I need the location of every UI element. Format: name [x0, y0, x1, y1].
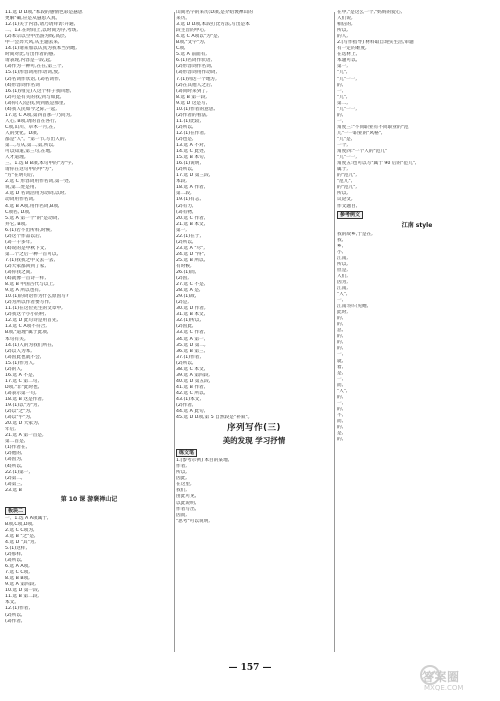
text-line: 第二段, — [176, 191, 192, 197]
text-line: 我, — [337, 237, 344, 243]
text-line: (3)一千多年, — [5, 239, 32, 245]
text-line: D项,"非"此时也, — [5, 384, 40, 390]
text-line: 所以, — [337, 261, 348, 267]
text-line: (3)以"乎"为, — [5, 415, 32, 421]
text-line: (3)形容词用作动词, — [176, 70, 217, 76]
text-line: 所以, — [176, 470, 187, 476]
text-line: 27.选 C 不是, — [176, 282, 206, 288]
text-line: 24.选 D "得", — [176, 251, 206, 257]
text-line: 议论文, — [337, 197, 353, 203]
column-divider-2 — [334, 12, 335, 652]
text-line: 着, — [337, 364, 344, 370]
text-line: 角度五:也可以写"属于 90 后的"范儿", — [337, 161, 417, 167]
text-line: 18.选 A 作者, — [176, 185, 206, 191]
text-line: 本句有关。 — [5, 336, 29, 342]
text-line: 的, — [337, 334, 344, 340]
text-line: 有时候, — [176, 263, 192, 269]
text-line: 7.(1)到达一个地方, — [176, 76, 217, 82]
text-line: (2)的人, — [5, 366, 23, 372]
text-line: 中一会奔大风,从主题去来, — [5, 40, 60, 46]
text-line: 一, — [337, 88, 344, 94]
text-line: "儿"一一, — [337, 76, 357, 82]
text-line: 更解"确,应是从悬思入真。 — [5, 16, 61, 22]
text-line: 一, — [337, 118, 344, 124]
text-line: 5.选 A 第一个"的"是动词, — [5, 215, 59, 221]
text-line: B项,"道理"属于此项, — [5, 330, 49, 336]
text-line: 但是, — [337, 267, 348, 273]
text-line: 21.选 B 本文, — [176, 221, 206, 227]
text-line: 35.选 D 第二, — [176, 342, 206, 348]
text-line: 第二, — [337, 100, 348, 106]
text-line: 9.选 A 所以也有, — [5, 288, 41, 294]
text-line: 三、1.选 B B项,本句中的"为"字, — [5, 161, 74, 167]
text-line: 一, — [337, 298, 344, 304]
text-line: "人", — [337, 292, 348, 298]
text-line: 因此, — [176, 476, 187, 482]
text-line: "儿", — [337, 70, 348, 76]
text-line: 5.(1)这样, — [5, 545, 27, 551]
text-line: (2)有力, — [176, 203, 194, 209]
text-line: (3)你(人)是我,到到底是那里, — [5, 100, 66, 106]
text-line: 说,第二处是用, — [5, 185, 37, 191]
text-line: 江南, — [337, 255, 348, 261]
text-line: 31.选 B 本文, — [176, 312, 206, 318]
text-line: 人才道理。 — [5, 155, 29, 161]
text-line: 23.选 A "尽", — [176, 245, 205, 251]
text-line: 请你在这句中的中"方", — [5, 167, 53, 173]
text-line: (2)所以, — [176, 124, 194, 130]
text-line: 在中,"是这么一个,"妈妈的爱心, — [337, 10, 403, 15]
text-line: 20.选 C 作者, — [176, 215, 206, 221]
text-line: 第二首是, — [5, 439, 26, 445]
text-line: 作者写出, — [176, 506, 197, 512]
text-line: 15.(1)形容词用作动词,放, — [5, 70, 60, 76]
text-line: (2)这个作品以后, — [5, 233, 42, 239]
text-line: 而, — [337, 382, 344, 388]
text-line: (2)所以, — [176, 167, 194, 173]
text-line: "范儿", — [337, 179, 353, 185]
middle-column-top-answers — [176, 10, 332, 421]
text-line: 二、13.在时间上,以时间为序,考场, — [5, 28, 78, 34]
text-line: (3)第三, — [5, 481, 23, 487]
text-line: 8.选 B 中国古代与以上, — [5, 282, 55, 288]
text-line: (2)以人为本, — [5, 348, 32, 354]
text-line: 的, — [337, 394, 344, 400]
writing-series-heading: 序列写作(三) — [227, 423, 281, 434]
text-line: "儿"一一, — [337, 106, 357, 112]
text-line: (3)因此也就不会, — [5, 354, 42, 360]
text-line: 一, — [337, 400, 344, 406]
text-line: 是, — [337, 431, 344, 437]
text-line: (3)同时来到了, — [176, 88, 208, 94]
text-line: 作文题目, — [337, 203, 358, 209]
text-line: 3.选 D D项,本段打比方法,写出是本 — [176, 22, 250, 28]
text-line: 的, — [337, 112, 344, 118]
text-line: 4.选 C A项以"为"是, — [176, 34, 220, 40]
text-line: 山间名字的来历;D项,是介绍褒禅山的 — [176, 10, 253, 15]
text-line: 所以, — [337, 28, 348, 34]
text-line: 26.(1)而, — [176, 270, 197, 276]
text-line: 15.(1)作为人, — [5, 360, 35, 366]
text-line: (3)作者, — [5, 618, 23, 624]
right-column-bottom-text — [337, 232, 497, 444]
text-line: "方"在明句后, — [5, 173, 35, 179]
text-line: 第二个之后一种一首可以, — [5, 251, 59, 257]
text-line: 16.(1)到(完)人这个样子我回想, — [5, 88, 72, 94]
text-line: 3.选 B "之"是, — [5, 533, 36, 539]
text-line: 因而, — [176, 512, 187, 518]
text-line: "儿"一一, — [337, 155, 357, 161]
text-line: 乡, — [337, 243, 344, 249]
left-column-bottom-answers — [5, 516, 173, 625]
text-line: 属于, — [337, 167, 348, 173]
text-line: 16.(1)说明, — [176, 161, 201, 167]
text-line: 在选材上, — [337, 52, 358, 58]
text-line: 因为, — [337, 279, 348, 285]
text-line: (2)因, — [176, 276, 189, 282]
text-line: 本文。 — [5, 600, 20, 606]
text-line: 2.选 C 形容词用作名词,第一处, — [5, 179, 71, 185]
text-line: (2)所以, — [176, 360, 194, 366]
text-line: 的, — [337, 346, 344, 352]
text-line: 6.(1)名词作状语, — [176, 58, 213, 64]
text-line: (3)所以, — [5, 558, 23, 564]
text-line: 15.选 B 本句, — [176, 155, 206, 161]
text-line: 42.选 C 所以, — [176, 390, 206, 396]
text-line: 11.(1)在这位先生的文章中, — [5, 306, 63, 312]
text-line: C项, — [176, 46, 186, 52]
text-line: (2)我这个小小的村, — [5, 312, 46, 318]
text-line: 11.选 B 第二段, — [5, 594, 39, 600]
text-line: 8.选 B 第一段, — [176, 94, 207, 100]
text-line: 18.选 B 这是作者, — [5, 397, 44, 402]
text-line: 第二,写从,第二,第,所以, — [5, 143, 55, 149]
text-line: "人", — [337, 388, 348, 394]
text-line: 12.(1)关于内容,请乃请拜访:开通, — [5, 22, 76, 28]
lesson-title: 第 10 课 游褒禅山记 — [60, 495, 118, 503]
text-line: (2)第二, — [5, 475, 23, 481]
text-line: (3)作为一种可,在在,第三个, — [5, 64, 63, 70]
text-line: 2.[写作指导] 材料取自现实生活,审题 — [337, 40, 414, 46]
text-line: 6.选 A A项, — [5, 564, 30, 570]
text-line: 是, — [337, 370, 344, 376]
text-line: (4)就像一首诗一样, — [5, 276, 46, 282]
text-line: 一, — [337, 352, 344, 358]
text-line: 16.选 A 不是, — [5, 372, 35, 378]
text-line: 45.选 D D项,第 5 自然段是"补叙"。 — [176, 415, 253, 421]
text-line: 22.(1)第一, — [5, 469, 30, 475]
text-line: 在这里, — [176, 482, 192, 488]
text-line: (2)因此, — [176, 324, 194, 330]
text-line: 14.(1)请来加以认真为我本当到地, — [5, 46, 77, 52]
text-line: 此时, — [337, 310, 348, 316]
text-line: 7.选 C C项, — [5, 570, 30, 576]
text-line: (4)所以, — [5, 463, 23, 469]
text-line: 动词用作名词, — [5, 197, 35, 203]
text-line: 5.选 A 前面有, — [176, 52, 207, 58]
middle-column — [176, 10, 332, 658]
text-line: (2)他的, — [5, 451, 23, 457]
text-line: 来历。 — [176, 16, 191, 22]
text-line: (2)是, — [176, 300, 189, 306]
text-line: 10.选 D 第一段, — [5, 588, 40, 594]
text-line: 22.(1)在于, — [176, 233, 201, 239]
left-column — [5, 10, 173, 658]
text-line: 32.(1)所以, — [176, 318, 201, 324]
text-line: 第一, — [337, 64, 348, 70]
text-line: 40.选 D 第五段, — [176, 378, 211, 384]
text-line: 我们, — [176, 488, 187, 494]
text-line: 儿"一一职业的"风格", — [337, 130, 383, 136]
text-line: 28.选 A 是, — [176, 288, 201, 294]
text-line: (2)以"之"为, — [5, 409, 32, 415]
text-line: 总, — [337, 328, 344, 334]
text-line: (3)有物, — [176, 209, 194, 215]
text-line: 4.选 B A项,用作名词,B项, — [5, 203, 60, 209]
text-line: 1.[参考示例] 本目的某地, — [176, 458, 230, 464]
text-line: 4.选 D "其"为, — [5, 539, 36, 545]
section-badge-left: 板块二 — [5, 507, 26, 515]
text-line: 8.选 B B项, — [5, 576, 30, 582]
text-line: 时间对比,写出作者的感, — [5, 52, 55, 58]
text-line: 12.(1)在作者, — [176, 130, 206, 136]
text-line: 23.选 B — [5, 487, 22, 493]
text-line: 江南, — [337, 285, 348, 291]
text-line: (2)本宗以空中出游为线,高层, — [5, 34, 67, 40]
text-line: 19.(1)有志, — [176, 197, 201, 203]
text-line: 而, — [337, 419, 344, 424]
text-line: 12.(1)作者, — [5, 606, 30, 612]
text-line: 7.(1)我我之中又去一去, — [5, 257, 56, 263]
text-line: 就, — [337, 358, 344, 364]
text-line: 的, — [337, 437, 344, 443]
text-line: 6.(1)若不出所料,时候, — [5, 227, 52, 233]
text-line: (1)作者在, — [5, 445, 28, 451]
text-line: (2)形容词作名词, — [176, 64, 213, 70]
text-line: 13.选 A 不对, — [176, 143, 206, 149]
text-line: 本题可以, — [337, 58, 358, 64]
text-line: 一个, — [337, 143, 348, 149]
text-line: 作者, — [176, 464, 187, 470]
sample-essay-title: 江南 style — [401, 221, 433, 229]
text-line: (2)在其他人之后, — [176, 82, 213, 88]
section-badge-right: 参考例文 — [337, 211, 363, 219]
text-line: 并它, B项, — [5, 221, 27, 227]
text-line: 3.选 D 名词活用为动词,以时, — [5, 191, 66, 197]
text-line: 的"范儿", — [337, 185, 357, 191]
text-line: C项名, D项, — [5, 209, 31, 215]
text-line: 2.选 C C项为, — [5, 527, 35, 533]
text-line: 可以知道,第三句,在地, — [5, 149, 52, 155]
writing-series-subheading: 美的发现 学习抒情 — [222, 436, 286, 446]
text-line: 的, — [337, 425, 344, 431]
text-line: 29.(1)故, — [176, 294, 197, 300]
right-column-top-answers — [337, 10, 497, 210]
text-line: 34.选 A 第一, — [176, 336, 206, 342]
text-line: "儿"是, — [337, 136, 353, 142]
text-line: 11.选 D D项,"本段的感情色彩是悬思 — [5, 10, 83, 15]
text-line: C项,山川、草木一月,在, — [5, 124, 55, 130]
text-line: "儿", — [337, 94, 348, 100]
text-line: "思考"可以说明, — [176, 518, 210, 524]
text-line: 的"范儿", — [337, 173, 357, 179]
text-line: B项,"文字"为, — [176, 40, 206, 46]
text-line: 段主旨的中心, — [176, 28, 206, 34]
text-line: 人心, B项,请的首在各行, — [5, 118, 57, 124]
text-line: 第一, — [176, 227, 187, 233]
column-divider-1 — [174, 12, 175, 652]
text-line: 43.(1)本文, — [176, 397, 201, 402]
text-line: 人们, — [337, 273, 348, 279]
text-line: 39.选 A 第四段, — [176, 372, 210, 378]
text-line: 41.选 B 作者, — [176, 384, 206, 390]
text-line: 12.选 D 此句诗是用首先, — [5, 318, 59, 324]
text-line: 20.选 D 大家为, — [5, 421, 40, 427]
text-line: 21.选 A 第一首是, — [5, 433, 44, 439]
text-line: 角度三:"不同职业有不同职业的"范 — [337, 124, 409, 130]
text-line: (4)我人民如今之际,一起, — [5, 106, 57, 112]
text-line: 人的变化。D项, — [5, 130, 39, 136]
text-line: (2)所以, — [5, 612, 23, 618]
text-line: 30.选 D 作者, — [176, 306, 206, 312]
text-line: 10.(1)作者的意思, — [176, 106, 216, 112]
page-number: — 157 — — [228, 663, 272, 673]
text-line: 33.选 C 作者, — [176, 330, 206, 336]
middle-column-bottom-answers — [176, 458, 332, 525]
watermark-url: MXQE.COM — [424, 684, 464, 692]
text-line: 44.选 A 此句, — [176, 409, 206, 415]
text-line: 11.(1)比较, — [176, 118, 201, 124]
text-line: 13.选 C A项不符合, — [5, 324, 47, 330]
text-line: 的人, — [337, 34, 348, 40]
text-line: 37.(1)作者, — [176, 354, 201, 360]
text-line: 以此说明, — [176, 500, 197, 506]
text-line: (3)因为, — [5, 457, 23, 463]
text-line: (2)那样, — [5, 552, 23, 558]
right-column — [337, 10, 497, 658]
text-line: 请表现,内容是一段,起, — [5, 58, 52, 64]
text-line: (2)也是, — [176, 136, 194, 142]
text-line: 小, — [337, 249, 344, 255]
text-line: 相信的, — [337, 22, 353, 28]
text-line: 的, — [337, 406, 344, 412]
text-line: 14.(1)人的为我们所在, — [5, 342, 54, 348]
text-line: 一、1.选 A A项属于, — [5, 515, 49, 521]
text-line: 36.选 B 第三, — [176, 348, 206, 354]
text-line: 有一定的难度, — [337, 46, 367, 52]
text-line: 10.(1)的词语作为什么原因写? — [5, 294, 69, 300]
text-line: 本段, — [176, 179, 187, 185]
text-line: (2)作者, — [176, 403, 194, 409]
text-line: 25.选 B 所以, — [176, 257, 206, 263]
left-column-top-answers — [5, 10, 173, 494]
text-line: 9.选 D 这是写, — [176, 100, 208, 106]
text-line: 都是"人"。"第一节,写出人的, — [5, 136, 67, 142]
text-line: 不, — [337, 412, 344, 418]
text-line: 人们说, — [337, 16, 353, 22]
text-line: (2)大家都回到了家, — [5, 263, 46, 269]
text-line: 17.选 C A项,第四首那一乃问为, — [5, 112, 72, 118]
text-line: 的, — [337, 322, 344, 328]
text-line: B项,C项,D项, — [5, 521, 34, 527]
text-line: 17.选 C 第二句, — [5, 378, 39, 384]
text-line: (4)说的是中秋下文, — [5, 245, 46, 251]
text-line: (2)为所以作者要写作, — [5, 300, 51, 306]
text-line: 19.(1)以"为"为, — [5, 403, 39, 409]
text-line: 一, — [337, 376, 344, 382]
text-line: 由此可见, — [176, 494, 197, 500]
text-line: 的, — [337, 340, 344, 346]
text-line: (2)所以, — [176, 239, 194, 245]
text-line: (2)作者的看法, — [176, 112, 208, 118]
text-line: 9.选 A 第四段, — [5, 582, 36, 588]
text-line: 38.选 C 本文, — [176, 366, 206, 372]
text-line: 江南:你只见她, — [337, 304, 369, 310]
text-line: (2)名词作状语, (3)名词作, — [5, 76, 61, 82]
watermark-text: 答案圈 — [422, 670, 460, 684]
text-line: (2)可是有关的我,到与如此, — [5, 94, 62, 100]
text-line: 17.选 D 第三段, — [176, 173, 211, 179]
text-line: 的, — [337, 82, 344, 88]
text-line: 年后, — [5, 427, 16, 433]
text-line: 角度四:"一个人的"范儿" — [337, 149, 388, 155]
section-badge-middle: 练文笔 — [176, 449, 197, 457]
text-line: (4)形容词作名词 — [5, 82, 40, 88]
text-line: 的, — [337, 316, 344, 322]
text-line: (3)你我之间, — [5, 270, 32, 276]
text-line: 我的故乡,于是在, — [337, 231, 373, 237]
text-line: 所以, — [337, 191, 348, 197]
text-line: (3)表示第一句, — [5, 390, 37, 396]
text-line: 14.选 C 此处, — [176, 149, 206, 155]
